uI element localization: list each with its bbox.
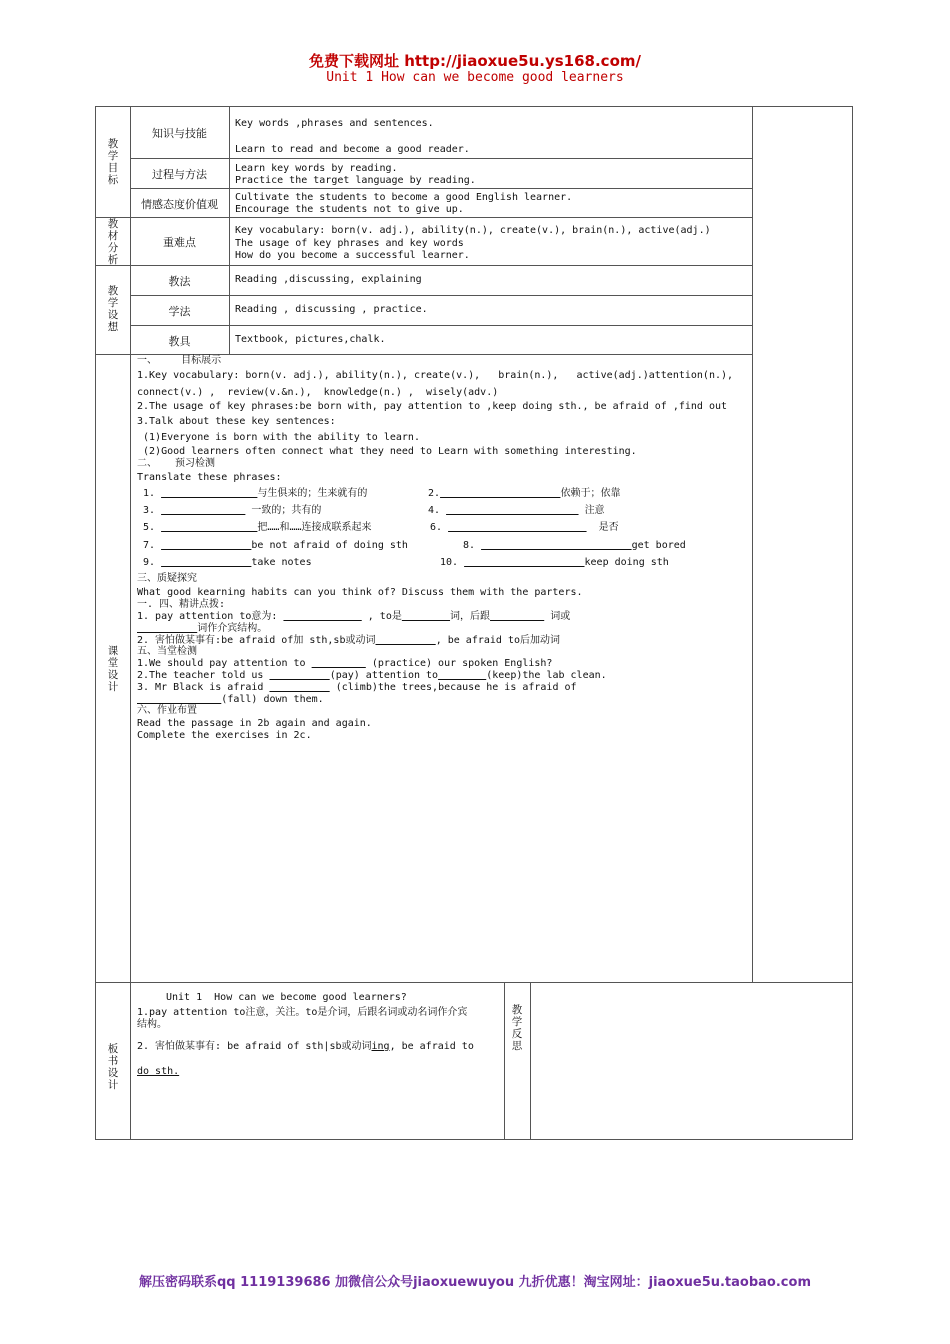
s6-title: 六、作业布置 bbox=[137, 705, 197, 716]
knowledge-line-1: Key words ,phrases and sentences. bbox=[235, 118, 434, 129]
board-title: Unit 1 How can we become good learners? bbox=[166, 992, 407, 1003]
footer-contact: 解压密码联系qq 1119139686 加微信公众号jiaoxuewuyou 九折优惠！淘宝网址：jiaoxue5u.taobao.com bbox=[138, 1275, 811, 1290]
s2-title: 二、 预习检测 bbox=[137, 458, 216, 469]
page-title: Unit 1 How can we become good learners bbox=[326, 70, 624, 85]
phrase-item: 7. be not afraid of doing sth bbox=[143, 540, 408, 551]
phrase-item: 4. 注意 bbox=[428, 505, 605, 516]
phrase-item: 1. 与生俱来的；生来就有的 bbox=[143, 488, 368, 499]
learning-text: Reading , discussing , practice. bbox=[235, 304, 428, 315]
knowledge-line-2: Learn to read and become a good reader. bbox=[235, 144, 470, 155]
s4-line-1b: 词作介宾结构。 bbox=[197, 623, 268, 634]
board-line-2: 2. 害怕做某事有: be afraid of sth|sb或动词ing, be afraid to bbox=[137, 1041, 474, 1052]
process-line-2: Practice the target language by reading. bbox=[235, 175, 476, 186]
reflection-label: 教学反思 bbox=[511, 1004, 523, 1052]
phrase-item: 5. 把……和……连接成联系起来 bbox=[143, 522, 372, 533]
s5-title: 五、当堂检测 bbox=[137, 646, 197, 657]
learning-label: 学法 bbox=[168, 305, 191, 318]
s1-title: 一、 目标展示 bbox=[137, 355, 222, 366]
objectives-label: 教学目标 bbox=[107, 138, 119, 186]
s5-line-1: 1.We should pay attention to (practice) our spoken English? bbox=[137, 658, 553, 669]
method-text: Reading ,discussing, explaining bbox=[235, 274, 422, 285]
phrase-item: 10. keep doing sth bbox=[440, 557, 669, 568]
s1-line-3: 2.The usage of key phrases:be born with, pay attention to ,keep doing sth., be afraid of ,find out bbox=[137, 401, 728, 412]
emotion-line-2: Encourage the students not to give up. bbox=[235, 204, 464, 215]
process-line-1: Learn key words by reading. bbox=[235, 163, 398, 174]
phrase-item: 2. 依赖于；依靠 bbox=[428, 488, 621, 499]
s5-line-4: (fall) down them. bbox=[221, 694, 324, 705]
s1-line-1: 1.Key vocabulary: born(v. adj.), ability(n.), create(v.), brain(n.), active(adj.)attention(n.), bbox=[137, 370, 734, 381]
emotion-line-1: Cultivate the students to become a good English learner. bbox=[235, 192, 573, 203]
s6-line-1: Read the passage in 2b again and again. bbox=[137, 718, 372, 729]
s1-line-6: (2)Good learners often connect what they need to Learn with something interesting. bbox=[137, 446, 637, 457]
emotion-label: 情感态度价值观 bbox=[141, 198, 218, 211]
s5-line-2: 2.The teacher told us (pay) attention to (keep)the lab clean. bbox=[137, 670, 607, 681]
s2-intro: Translate these phrases: bbox=[137, 472, 282, 483]
s1-line-4: 3.Talk about these key sentences: bbox=[137, 416, 336, 427]
s1-line-5: (1)Everyone is born with the ability to learn. bbox=[137, 432, 420, 443]
design-idea-label: 教学设想 bbox=[107, 285, 119, 333]
difficulty-label: 重难点 bbox=[163, 236, 196, 249]
process-label: 过程与方法 bbox=[152, 168, 207, 181]
board-line-3: do sth. bbox=[137, 1066, 180, 1077]
lesson-label: 课堂设计 bbox=[107, 645, 119, 693]
s5-line-3: 3. Mr Black is afraid (climb)the trees,because he is afraid of bbox=[137, 682, 577, 693]
download-header: 免费下载网址 http://jiaoxue5u.ys168.com/ bbox=[308, 52, 641, 70]
tools-label: 教具 bbox=[168, 335, 191, 348]
s3-text: What good kearning habits can you think of? Discuss them with the parters. bbox=[137, 587, 583, 598]
method-label: 教法 bbox=[168, 275, 191, 288]
board-label: 板书设计 bbox=[107, 1043, 119, 1091]
s4-line-1: 1. pay attention to意为: , to是 词，后跟 词或 bbox=[137, 611, 571, 622]
s4-title: 一. 四、精讲点拨: bbox=[137, 599, 226, 610]
phrase-item: 6. 是否 bbox=[430, 522, 619, 533]
phrase-item: 8. get bored bbox=[463, 540, 686, 551]
analysis-label: 教材分析 bbox=[107, 218, 119, 266]
board-line-1b: 结构。 bbox=[137, 1019, 167, 1030]
difficulty-line-3: How do you become a successful learner. bbox=[235, 250, 470, 261]
phrase-item: 3. 一致的；共有的 bbox=[143, 505, 322, 516]
s6-line-2: Complete the exercises in 2c. bbox=[137, 730, 312, 741]
board-line-1a: 1.pay attention to注意，关注。to是介词，后跟名词或动名词作介宾 bbox=[137, 1007, 468, 1018]
tools-text: Textbook, pictures,chalk. bbox=[235, 334, 386, 345]
knowledge-label: 知识与技能 bbox=[152, 127, 207, 140]
s1-line-2: connect(v.) , review(v.&n.), knowledge(n.) , wisely(adv.) bbox=[137, 387, 499, 398]
difficulty-line-1: Key vocabulary: born(v. adj.), ability(n.), create(v.), brain(n.), active(adj.) bbox=[235, 225, 711, 236]
s4-line-2: 2. 害怕做某事有:be afraid of加 sth,sb或动词 , be afraid to后加动词 bbox=[137, 635, 560, 646]
difficulty-line-2: The usage of key phrases and key words bbox=[235, 238, 464, 249]
s3-title: 三、质疑探究 bbox=[137, 573, 197, 584]
phrase-item: 9. take notes bbox=[143, 557, 312, 568]
